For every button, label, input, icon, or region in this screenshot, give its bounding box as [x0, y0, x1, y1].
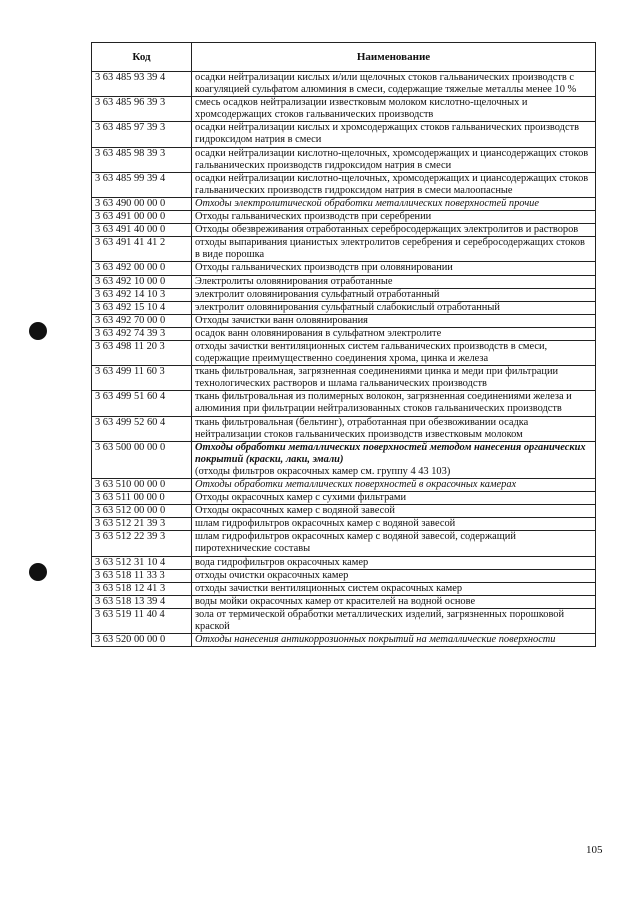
table-row: [92, 492, 596, 505]
waste-code-cell: 3 63 499 51 60 4: [92, 391, 192, 416]
waste-code-cell: 3 63 485 99 39 4: [92, 172, 192, 197]
table-row: [92, 262, 596, 275]
table-body: [92, 72, 596, 647]
table-row: [92, 301, 596, 314]
waste-name-cell: осадки нейтрализации кислотно-щелочных, хромсодержащих и циансодержащих стоков гальванических производств гидроксидом натрия в смеси: [192, 147, 596, 172]
waste-name-cell: электролит оловянирования сульфатный слабокислый отработанный: [192, 301, 596, 314]
waste-name-cell: Отходы зачистки ванн оловянирования: [192, 314, 596, 327]
waste-name-cell: ткань фильтровальная из полимерных волокон, загрязненная соединениями железа и алюминия при фильтрации нейтрализованных стоков гальванических производств: [192, 391, 596, 416]
table-row: [92, 97, 596, 122]
waste-code-cell: 3 63 492 14 10 3: [92, 288, 192, 301]
waste-name-cell: зола от термической обработки металлических изделий, загрязненных порошковой краской: [192, 608, 596, 633]
waste-code-cell: 3 63 518 11 33 3: [92, 569, 192, 582]
waste-code-cell: 3 63 491 40 00 0: [92, 224, 192, 237]
table-row: [92, 122, 596, 147]
table-row: [92, 608, 596, 633]
table-row: [92, 211, 596, 224]
waste-code-cell: 3 63 492 10 00 0: [92, 275, 192, 288]
binder-hole-top: [29, 322, 47, 340]
waste-code-cell: 3 63 491 41 41 2: [92, 237, 192, 262]
waste-code-cell: 3 63 511 00 00 0: [92, 492, 192, 505]
table-row: [92, 288, 596, 301]
table-row: [92, 582, 596, 595]
waste-code-cell: 3 63 490 00 00 0: [92, 197, 192, 210]
waste-name-cell: осадки нейтрализации кислых и хромсодержащих стоков гальванических производств гидроксидом натрия в смеси: [192, 122, 596, 147]
waste-classifier-table: [91, 42, 596, 647]
waste-name-cell: осадок ванн оловянирования в сульфатном электролите: [192, 327, 596, 340]
waste-name-cell: воды мойки окрасочных камер от красителей на водной основе: [192, 595, 596, 608]
table-row: [92, 275, 596, 288]
waste-code-cell: 3 63 485 98 39 3: [92, 147, 192, 172]
table-row: [92, 366, 596, 391]
table-header-row: [92, 43, 596, 72]
table-row: [92, 531, 596, 556]
waste-code-cell: 3 63 518 12 41 3: [92, 582, 192, 595]
waste-name-cell: Электролиты оловянирования отработанные: [192, 275, 596, 288]
table-row: [92, 505, 596, 518]
waste-code-cell: 3 63 512 00 00 0: [92, 505, 192, 518]
table-row: [92, 72, 596, 97]
table-row: [92, 441, 596, 478]
waste-code-cell: 3 63 499 52 60 4: [92, 416, 192, 441]
table-row: [92, 172, 596, 197]
waste-name-cell: ткань фильтровальная (бельтинг), отработанная при обезвоживании осадка нейтрализации стоков гальванических производств известковым молоком: [192, 416, 596, 441]
waste-name-cell: Отходы обработки металлических поверхностей в окрасочных камерах: [192, 479, 596, 492]
table-row: [92, 518, 596, 531]
table-row: [92, 595, 596, 608]
waste-code-cell: 3 63 485 96 39 3: [92, 97, 192, 122]
waste-code-cell: 3 63 492 70 00 0: [92, 314, 192, 327]
waste-name-cell: смесь осадков нейтрализации известковым молоком кислотно-щелочных и хромсодержащих стоков гальванических производств: [192, 97, 596, 122]
waste-name-cell: шлам гидрофильтров окрасочных камер с водяной завесой: [192, 518, 596, 531]
waste-name-cell: отходы очистки окрасочных камер: [192, 569, 596, 582]
waste-name-cell: [192, 441, 596, 478]
table-row: [92, 237, 596, 262]
waste-name-cell: Отходы окрасочных камер с сухими фильтрами: [192, 492, 596, 505]
table-row: [92, 391, 596, 416]
waste-name-cell: Отходы нанесения антикоррозионных покрытий на металлические поверхности: [192, 634, 596, 647]
waste-name-text: Отходы обработки металлических поверхностей методом нанесения органических покрытий (краски, лаки, эмали): [195, 441, 586, 465]
binder-hole-bottom: [29, 563, 47, 581]
waste-code-cell: 3 63 520 00 00 0: [92, 634, 192, 647]
waste-name-cell: Отходы обезвреживания отработанных серебросодержащих электролитов и растворов: [192, 224, 596, 237]
table-row: [92, 314, 596, 327]
waste-code-cell: 3 63 512 31 10 4: [92, 556, 192, 569]
waste-code-cell: 3 63 510 00 00 0: [92, 479, 192, 492]
waste-name-cell: вода гидрофильтров окрасочных камер: [192, 556, 596, 569]
waste-code-cell: 3 63 518 13 39 4: [92, 595, 192, 608]
waste-code-cell: 3 63 492 00 00 0: [92, 262, 192, 275]
table-row: [92, 327, 596, 340]
table-row: [92, 479, 596, 492]
waste-code-cell: 3 63 492 15 10 4: [92, 301, 192, 314]
waste-code-cell: 3 63 512 21 39 3: [92, 518, 192, 531]
waste-name-cell: ткань фильтровальная, загрязненная соединениями цинка и меди при фильтрации технологических растворов и шлама гальванических производств: [192, 366, 596, 391]
table-row: [92, 634, 596, 647]
waste-code-cell: 3 63 500 00 00 0: [92, 441, 192, 478]
waste-name-cell: отходы зачистки вентиляционных систем окрасочных камер: [192, 582, 596, 595]
header-code: Код: [92, 43, 192, 72]
table-row: [92, 197, 596, 210]
waste-name-cell: Отходы окрасочных камер с водяной завесой: [192, 505, 596, 518]
waste-name-cell: Отходы гальванических производств при оловянировании: [192, 262, 596, 275]
waste-code-cell: 3 63 512 22 39 3: [92, 531, 192, 556]
waste-group-note: (отходы фильтров окрасочных камер см. группу 4 43 103): [195, 465, 451, 477]
waste-code-cell: 3 63 492 74 39 3: [92, 327, 192, 340]
waste-name-cell: отходы выпаривания цианистых электролитов серебрения и серебросодержащих стоков в виде порошка: [192, 237, 596, 262]
waste-code-cell: 3 63 499 11 60 3: [92, 366, 192, 391]
waste-code-cell: 3 63 485 93 39 4: [92, 72, 192, 97]
page-number: 105: [586, 844, 603, 856]
waste-name-cell: шлам гидрофильтров окрасочных камер с водяной завесой, содержащий пиротехнические составы: [192, 531, 596, 556]
table-row: [92, 147, 596, 172]
waste-name-cell: отходы зачистки вентиляционных систем гальванических производств в смеси, содержащие преимущественно соединения хрома, цинка и железа: [192, 340, 596, 365]
table-row: [92, 224, 596, 237]
table-row: [92, 556, 596, 569]
waste-name-cell: Отходы гальванических производств при серебрении: [192, 211, 596, 224]
waste-code-cell: 3 63 491 00 00 0: [92, 211, 192, 224]
table-row: [92, 416, 596, 441]
waste-name-cell: осадки нейтрализации кислых и/или щелочных стоков гальванических производств с коагуляцией сульфатом алюминия в смеси, содержащие тяжелые металлы менее 10 %: [192, 72, 596, 97]
waste-name-cell: осадки нейтрализации кислотно-щелочных, хромсодержащих и циансодержащих стоков гальванических производств гидроксидом натрия в смеси малоопасные: [192, 172, 596, 197]
waste-name-cell: Отходы электролитической обработки металлических поверхностей прочие: [192, 197, 596, 210]
header-name: Наименование: [192, 43, 596, 72]
table-row: [92, 340, 596, 365]
waste-code-cell: 3 63 485 97 39 3: [92, 122, 192, 147]
waste-code-cell: 3 63 498 11 20 3: [92, 340, 192, 365]
waste-code-cell: 3 63 519 11 40 4: [92, 608, 192, 633]
waste-name-cell: электролит оловянирования сульфатный отработанный: [192, 288, 596, 301]
table-row: [92, 569, 596, 582]
